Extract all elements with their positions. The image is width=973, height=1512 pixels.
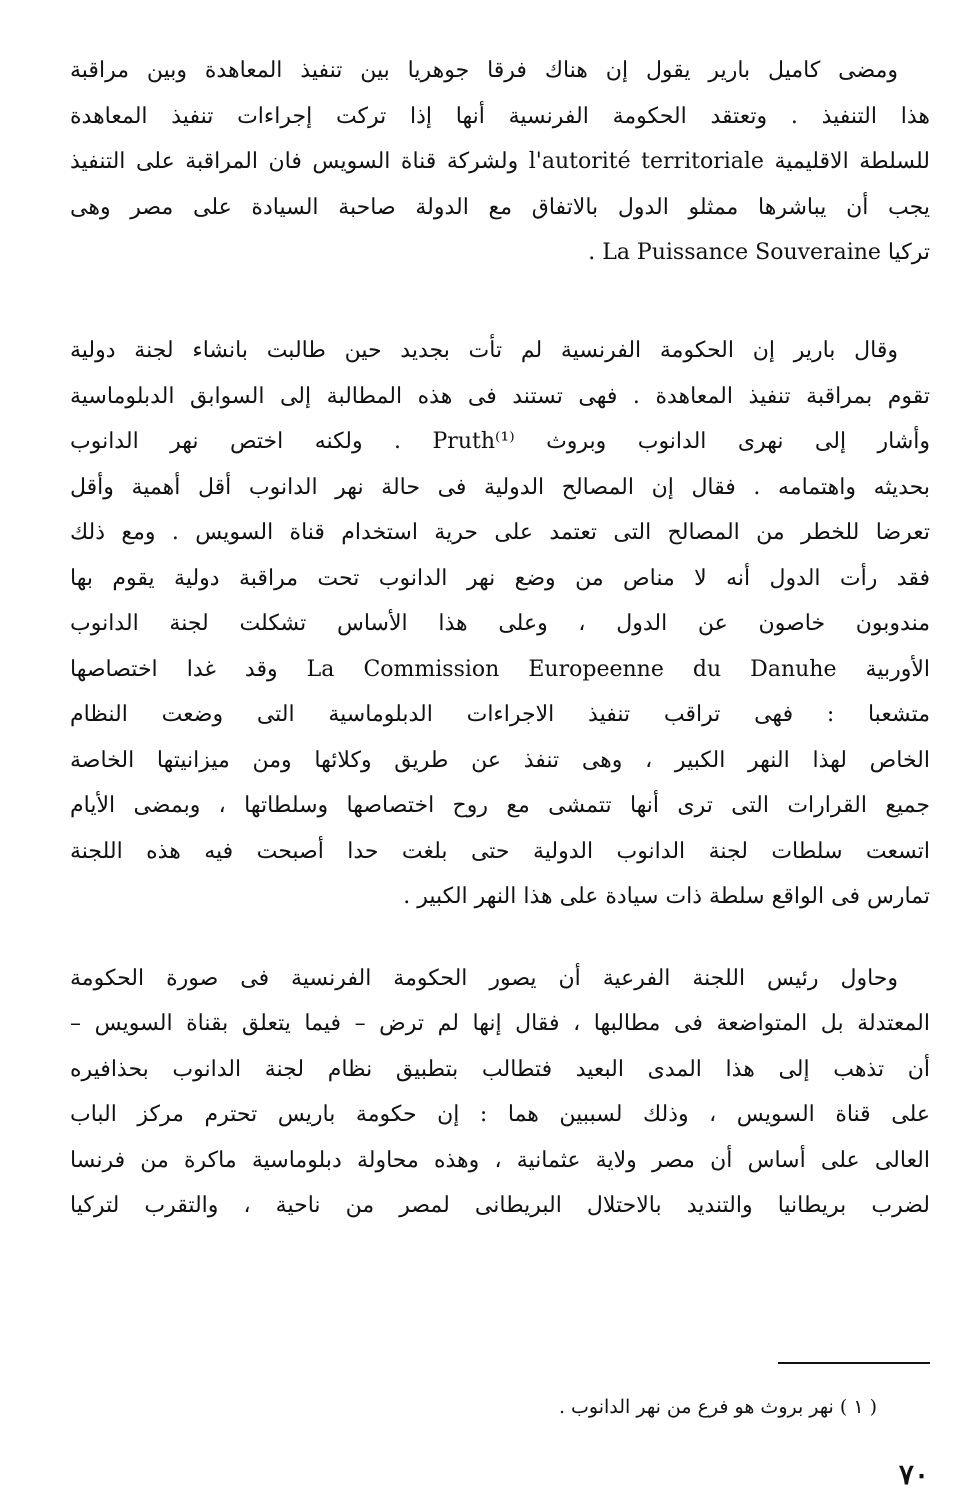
text-line: اتسعت سلطات لجنة الدانوب الدولية حتى بلغت حدا أصبحت فيه هذه اللجنة [70, 838, 930, 864]
text-line: جميع القرارات التى ترى أنها تتمشى مع روح اختصاصها وسلطاتها ، وبمضى الأيام [70, 793, 930, 818]
text-line: تمارس فى الواقع سلطة ذات سيادة على هذا النهر الكبير . [403, 884, 930, 909]
text-line: المعتدلة بل المتواضعة فى مطالبها ، فقال إنها لم ترض – فيما يتعلق بقناة السويس – [70, 1011, 930, 1036]
text-line: وقال بارير إن الحكومة الفرنسية لم تأت بجديد حين طالبت بانشاء لجنة دولية [70, 338, 898, 363]
footnote-separator [778, 1362, 930, 1364]
text-line: على قناة السويس ، وذلك لسببين هما : إن حكومة باريس تحترم مركز الباب [70, 1102, 930, 1127]
text-line: ومضى كاميل بارير يقول إن هناك فرقا جوهريا بين تنفيذ المعاهدة وبين مراقبة [70, 58, 898, 83]
text-line: تقوم بمراقبة تنفيذ المعاهدة . فهى تستند فى هذه المطالبة إلى السوابق الدبلوماسية [70, 383, 930, 409]
page-number: ٧٠ [898, 1458, 929, 1491]
text-line: تعرضا للخطر من المصالح التى تعتمد على حرية استخدام قناة السويس . ومع ذلك [70, 520, 930, 545]
text-line: أن تذهب إلى هذا المدى البعيد فتطالب بتطبيق نظام لجنة الدانوب بحذافيره [70, 1056, 930, 1082]
text-line: الأوربية La Commission Europeenne du Danuhe وقد غدا اختصاصها [70, 656, 930, 682]
text-line: للسلطة الاقليمية l'autorité territoriale ولشركة قناة السويس فان المراقبة على التنفيذ [70, 149, 930, 174]
text-line: وأشار إلى نهرى الدانوب وبروث Pruth⁽¹⁾ . ولكنه اختص نهر الدانوب [70, 429, 930, 454]
footnote: ( ١ ) نهر بروث هو فرع من نهر الدانوب . [558, 1396, 877, 1418]
paragraph-2 [70, 328, 930, 920]
text-line: تركيا La Puissance Souveraine . [588, 240, 930, 265]
text-line: بحديثه واهتمامه . فقال إن المصالح الدولية فى حالة نهر الدانوب أقل أهمية وأقل [70, 474, 930, 500]
text-line: الخاص لهذا النهر الكبير ، وهى تنفذ عن طريق وكلائها ومن ميزانيتها الخاصة [70, 747, 930, 773]
paragraph-3 [70, 956, 930, 1229]
text-line: فقد رأت الدول أنه لا مناص من وضع نهر الدانوب تحت مراقبة دولية يقوم بها [70, 565, 930, 591]
text-line: وحاول رئيس اللجنة الفرعية أن يصور الحكومة الفرنسية فى صورة الحكومة [70, 965, 898, 991]
text-line: لضرب بريطانيا والتنديد بالاحتلال البريطانى لمصر من ناحية ، والتقرب لتركيا [70, 1193, 930, 1218]
paragraph-1 [70, 48, 930, 298]
text-line: هذا التنفيذ . وتعتقد الحكومة الفرنسية أنها إذا تركت إجراءات تنفيذ المعاهدة [70, 103, 930, 129]
text-line: متشعبا : فهى تراقب تنفيذ الاجراءات الدبلوماسية التى وضعت النظام [70, 702, 930, 727]
text-line: يجب أن يباشرها ممثلو الدول بالاتفاق مع الدولة صاحبة السيادة على مصر وهى [70, 194, 930, 220]
text-line: العالى على أساس أن مصر ولاية عثمانية ، وهذه محاولة دبلوماسية ماكرة من فرنسا [70, 1147, 930, 1173]
page-body [70, 48, 930, 1229]
text-line: مندوبون خاصون عن الدول ، وعلى هذا الأساس تشكلت لجنة الدانوب [70, 611, 930, 636]
